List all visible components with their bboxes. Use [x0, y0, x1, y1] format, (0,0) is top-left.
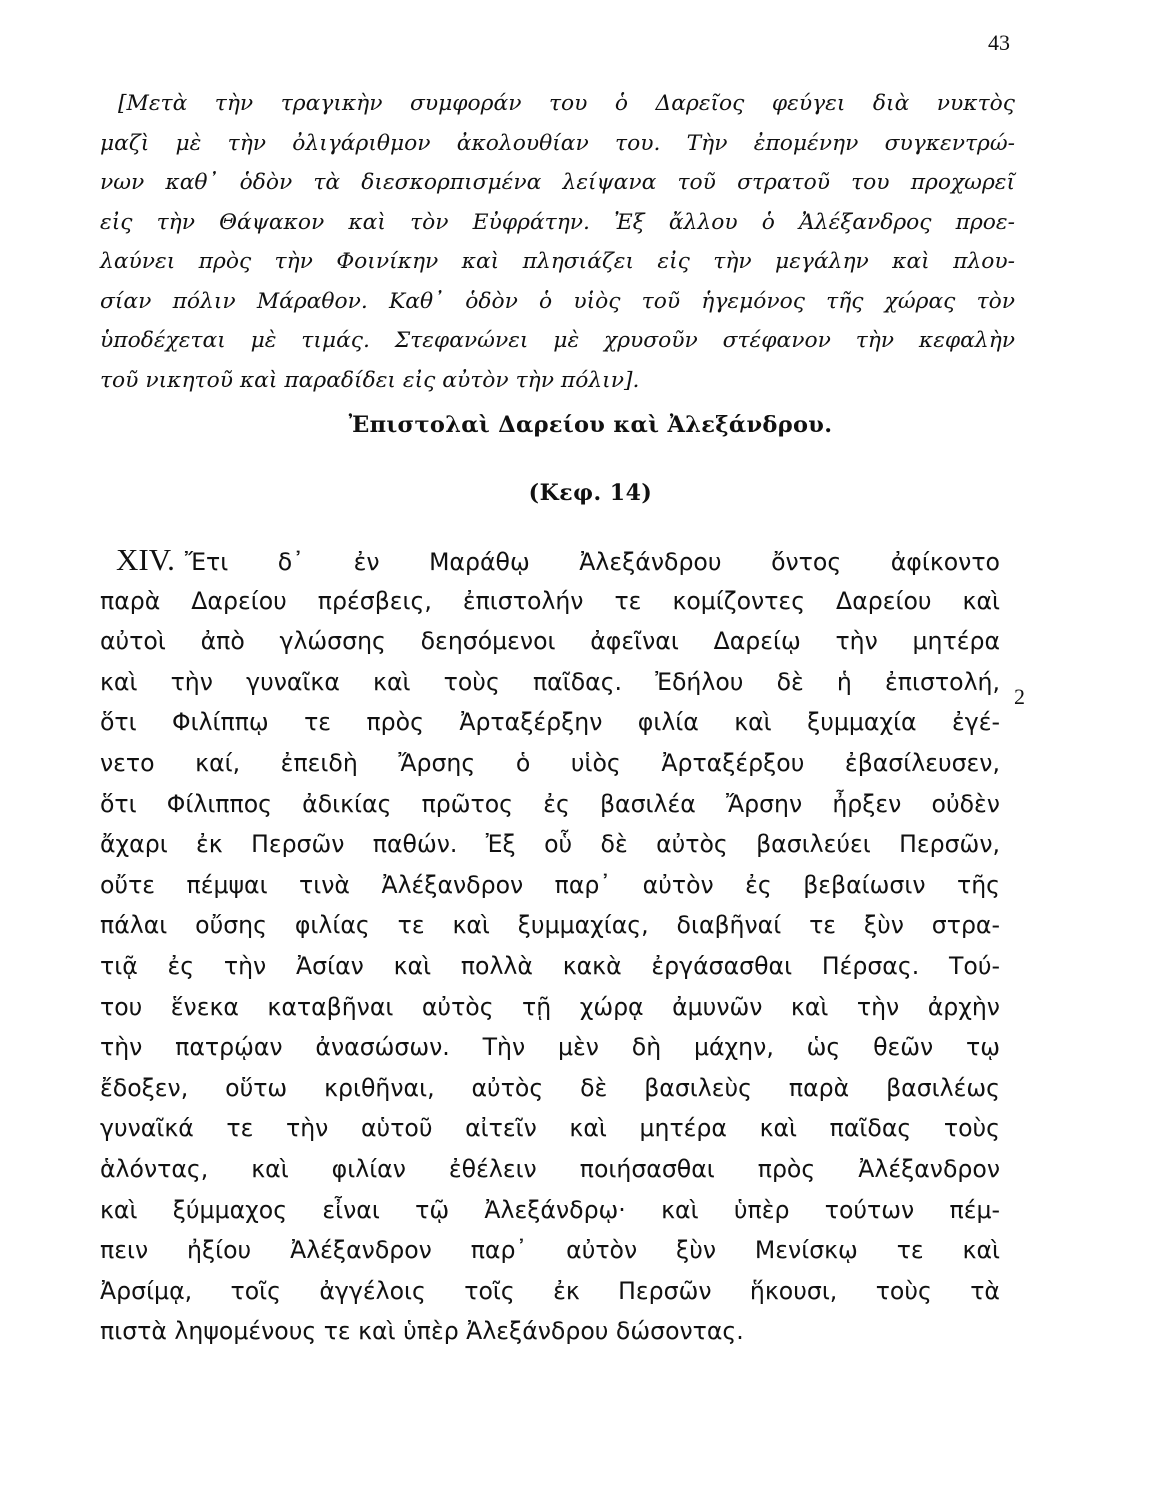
body-line: νετο καί, ἐπειδὴ Ἄρσης ὁ υἱὸς Ἀρταξέρξου ἐβασίλευσεν, [100, 748, 1000, 777]
body-line: πάλαι οὔσης φιλίας τε καὶ ξυμμαχίας, διαβῆναί τε ξὺν στρα- [100, 911, 1000, 940]
summary-line: μαζὶ μὲ τὴν ὀλιγάριθμον ἀκολουθίαν του. Τὴν ἐπομένην συγκεντρώ- [100, 130, 1015, 156]
body-line: πιστὰ ληψομένους τε καὶ ὑπὲρ Ἀλεξάνδρου δώσοντας. [100, 1317, 744, 1346]
body-line [100, 540, 1000, 581]
section-reference: (Κεφ. 14) [528, 480, 653, 506]
summary-line: σίαν πόλιν Μάραθον. Καθ᾽ ὁδὸν ὁ υἱὸς τοῦ ἡγεμόνος τῆς χώρας τὸν [100, 288, 1015, 314]
body-line: τιᾷ ἐς τὴν Ἀσίαν καὶ πολλὰ κακὰ ἐργάσασθαι Πέρσας. Τού- [100, 951, 1000, 980]
page-number: 43 [988, 30, 1010, 55]
body-line: καὶ ξύμμαχος εἶναι τῷ Ἀλεξάνδρῳ· καὶ ὑπὲρ τούτων πέμ- [100, 1195, 1000, 1224]
summary-line: ὑποδέχεται μὲ τιμάς. Στεφανώνει μὲ χρυσοῦν στέφανον τὴν κεφαλὴν [100, 328, 1015, 353]
margin-section-number: 2 [1014, 684, 1025, 709]
summary-line: νων καθ᾽ ὁδὸν τὰ διεσκορπισμένα λείψανα τοῦ στρατοῦ του προχωρεῖ [100, 170, 1015, 195]
body-line: ἁλόντας, καὶ φιλίαν ἐθέλειν ποιήσασθαι πρὸς Ἀλέξανδρον [100, 1154, 1000, 1183]
body-line: του ἕνεκα καταβῆναι αὐτὸς τῇ χώρᾳ ἀμυνῶν καὶ τὴν ἀρχὴν [100, 992, 1000, 1021]
body-first-line-text: Ἔτι δ᾽ ἐν Μαράθῳ Ἀλεξάνδρου ὄντος ἀφίκοντο [184, 548, 1000, 576]
body-line: γυναῖκά τε τὴν αὑτοῦ αἰτεῖν καὶ μητέρα καὶ παῖδας τοὺς [100, 1114, 1000, 1143]
summary-line: εἰς τὴν Θάψακον καὶ τὸν Εὐφράτην. Ἐξ ἄλλου ὁ Ἀλέξανδρος προε- [100, 209, 1015, 235]
italic-summary [100, 84, 1015, 400]
body-line: αὐτοὶ ἀπὸ γλώσσης δεησόμενοι ἀφεῖναι Δαρείῳ τὴν μητέρα [100, 627, 1000, 656]
body-line: Ἀρσίμᾳ, τοῖς ἀγγέλοις τοῖς ἐκ Περσῶν ἥκουσι, τοὺς τὰ [100, 1276, 1000, 1305]
body-line: τὴν πατρῴαν ἀνασώσων. Τὴν μὲν δὴ μάχην, ὡς θεῶν τῳ [100, 1033, 1000, 1062]
body-line: ἄχαρι ἐκ Περσῶν παθών. Ἐξ οὗ δὲ αὐτὸς βασιλεύει Περσῶν, [100, 830, 1000, 859]
section-title: Ἐπιστολαὶ Δαρείου καὶ Ἀλεξάνδρου. [348, 412, 833, 438]
body-line: ἔδοξεν, οὕτω κριθῆναι, αὐτὸς δὲ βασιλεὺς παρὰ βασιλέως [100, 1073, 1000, 1102]
greek-body-text [100, 540, 1000, 1352]
chapter-number: XIV. [116, 542, 175, 577]
body-line: οὔτε πέμψαι τινὰ Ἀλέξανδρον παρ᾽ αὐτὸν ἐς βεβαίωσιν τῆς [100, 870, 1000, 899]
body-line: ὅτι Φιλίππῳ τε πρὸς Ἀρταξέρξην φιλία καὶ ξυμμαχία ἐγέ- [100, 708, 1000, 737]
body-line: καὶ τὴν γυναῖκα καὶ τοὺς παῖδας. Ἐδήλου δὲ ἡ ἐπιστολή, [100, 667, 1000, 696]
summary-line: [Μετὰ τὴν τραγικὴν συμφοράν του ὁ Δαρεῖος φεύγει διὰ νυκτὸς [118, 91, 1015, 116]
body-line: ὅτι Φίλιππος ἀδικίας πρῶτος ἐς βασιλέα Ἄρσην ἦρξεν οὐδὲν [100, 789, 1000, 818]
summary-line: τοῦ νικητοῦ καὶ παραδίδει εἰς αὐτὸν τὴν πόλιν]. [100, 367, 640, 393]
body-line: πειν ἠξίου Ἀλέξανδρον παρ᾽ αὐτὸν ξὺν Μενίσκῳ τε καὶ [100, 1236, 1000, 1265]
body-line: παρὰ Δαρείου πρέσβεις, ἐπιστολήν τε κομίζοντες Δαρείου καὶ [100, 586, 1000, 615]
summary-line: λαύνει πρὸς τὴν Φοινίκην καὶ πλησιάζει εἰς τὴν μεγάλην καὶ πλου- [100, 249, 1015, 274]
